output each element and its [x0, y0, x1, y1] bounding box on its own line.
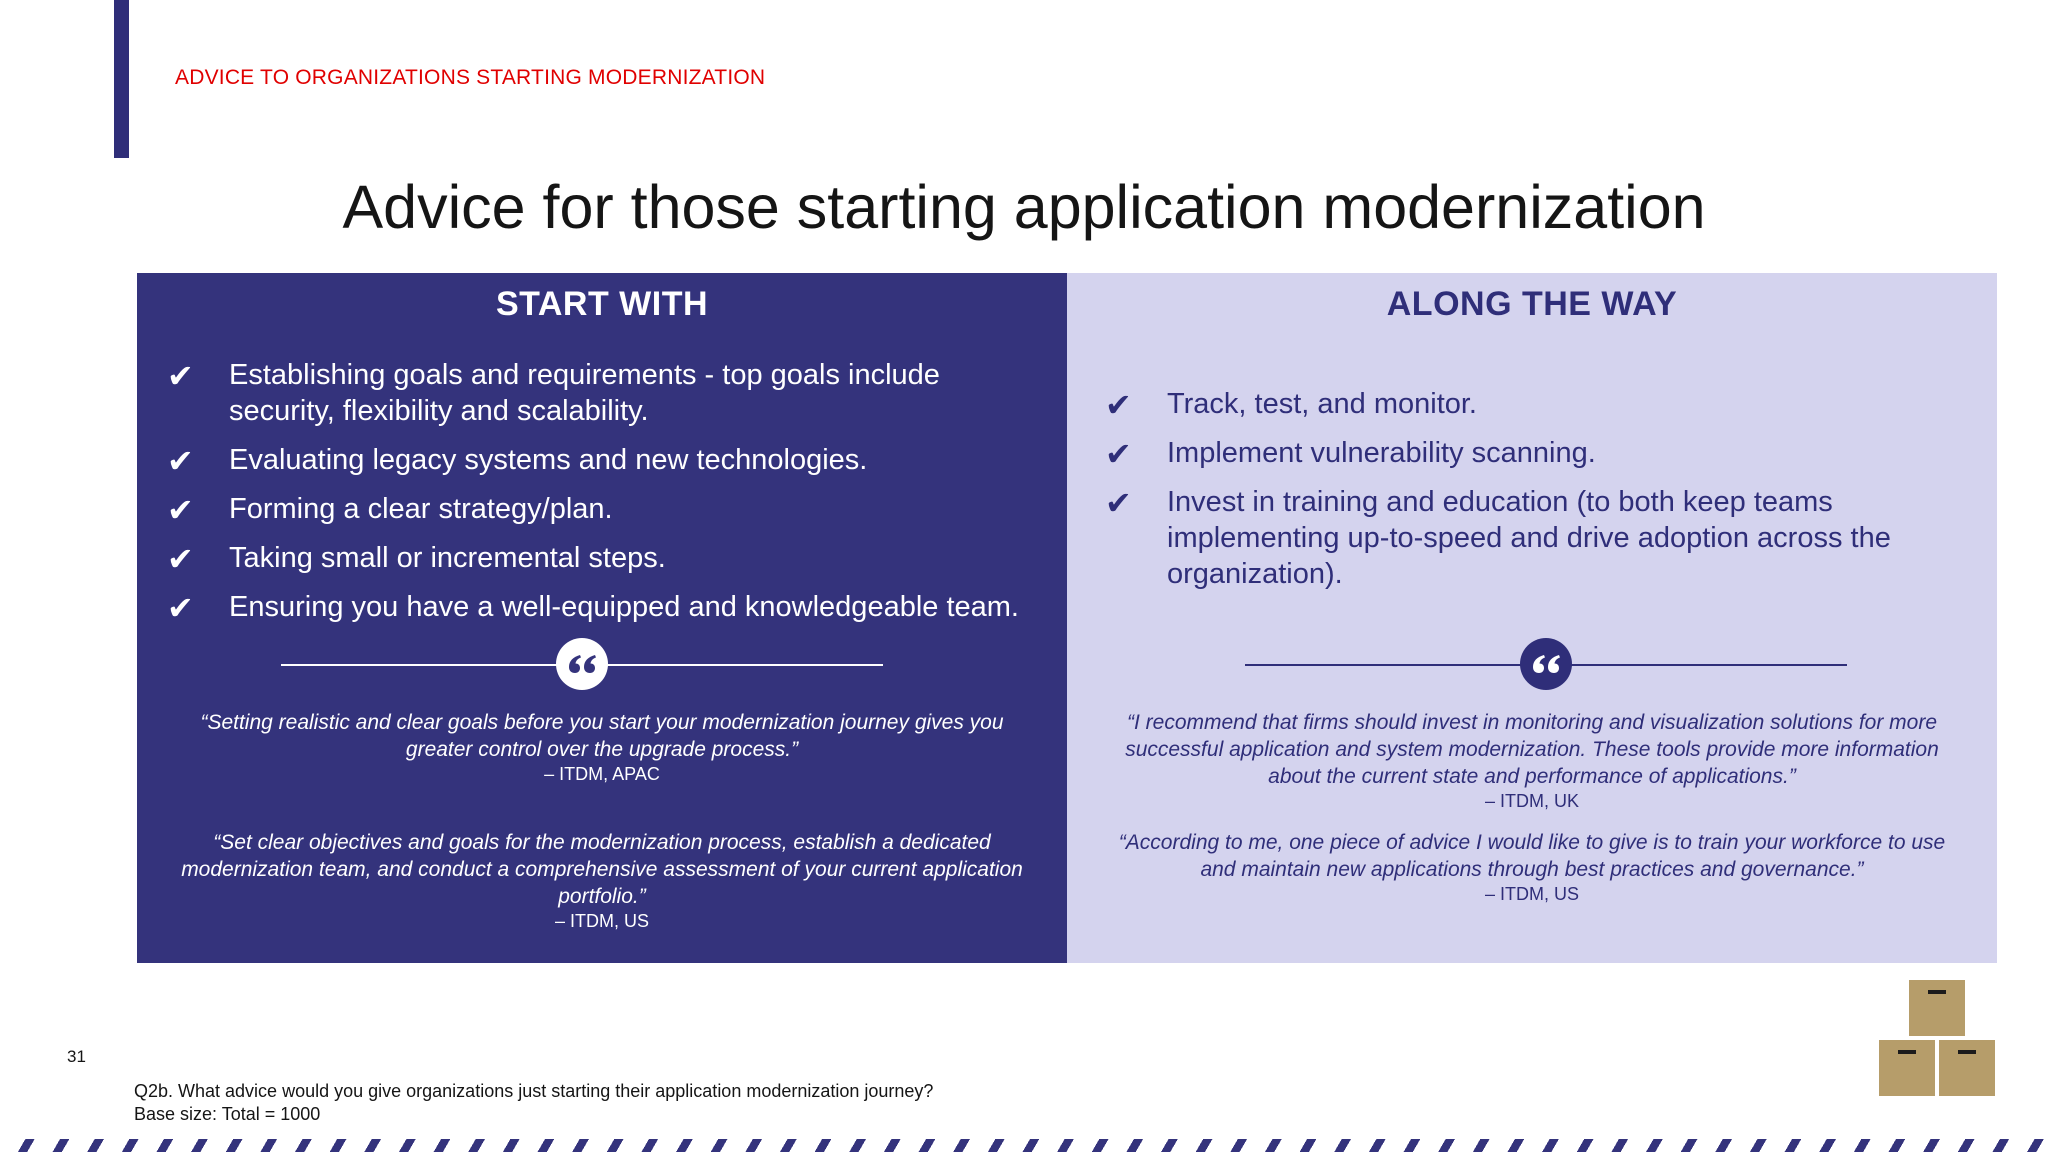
page-number: 31	[67, 1047, 86, 1066]
quote-text: “Setting realistic and clear goals before you start your modernization journey gives you greater control over the upgrade process.”	[200, 711, 1004, 761]
quote-attribution: – ITDM, US	[554, 911, 649, 931]
list-item	[167, 442, 1047, 478]
base-size: Base size: Total = 1000	[134, 1104, 321, 1124]
quotation-mark-icon	[1520, 638, 1572, 690]
check-mark-icon: ✔	[1105, 436, 1132, 472]
bullet-text: Evaluating legacy systems and new technologies.	[229, 444, 868, 476]
list-item	[167, 540, 1047, 576]
check-mark-icon: ✔	[167, 492, 194, 528]
quote-block	[1107, 709, 1957, 812]
footer-stripes	[0, 1139, 2048, 1152]
along-the-way-heading: ALONG THE WAY	[1386, 285, 1678, 323]
quote-block	[177, 709, 1027, 785]
quote-block	[177, 829, 1027, 932]
quote-text: “Set clear objectives and goals for the modernization process, establish a dedicated modernization team, and conduct a comprehensive assessment of your current application portfolio.”	[181, 831, 1023, 908]
list-item	[1105, 435, 1975, 471]
list-item	[1105, 484, 1975, 592]
check-mark-icon: ✔	[167, 443, 194, 479]
survey-question: Q2b. What advice would you give organizations just starting their application modernization journey?	[134, 1081, 934, 1101]
stacked-boxes-icon	[1877, 978, 2001, 1107]
quote-text: “According to me, one piece of advice I would like to give is to train your workforce to use and maintain new applications through best practices and governance.”	[1118, 831, 1946, 881]
list-item	[1105, 386, 1975, 422]
check-mark-icon: ✔	[167, 358, 194, 394]
bullet-text: Taking small or incremental steps.	[229, 542, 666, 574]
quote-text: “I recommend that firms should invest in monitoring and visualization solutions for more successful application and system modernization. These tools provide more information about the current state and performance of applications.”	[1125, 711, 1939, 788]
check-mark-icon: ✔	[167, 590, 194, 626]
slide-title: Advice for those starting application modernization	[342, 173, 1706, 241]
accent-bar	[114, 0, 129, 158]
start-with-list	[167, 357, 1047, 638]
quote-block	[1107, 829, 1957, 905]
quote-attribution: – ITDM, UK	[1484, 791, 1579, 811]
bullet-text: Implement vulnerability scanning.	[1167, 437, 1596, 469]
check-mark-icon: ✔	[1105, 485, 1132, 521]
along-the-way-list	[1105, 386, 1975, 605]
section-eyebrow: ADVICE TO ORGANIZATIONS STARTING MODERNIZATION	[175, 66, 766, 89]
along-the-way-panel	[1067, 273, 1997, 963]
bullet-text: Establishing goals and requirements - top goals include security, flexibility and scalability.	[229, 359, 940, 427]
bullet-text: Invest in training and education (to both keep teams implementing up-to-speed and drive adoption across the organization).	[1167, 486, 1891, 590]
quotation-mark-icon	[556, 638, 608, 690]
list-item	[167, 589, 1047, 625]
footnote	[134, 1080, 933, 1126]
list-item	[167, 357, 1047, 429]
check-mark-icon: ✔	[167, 541, 194, 577]
bullet-text: Track, test, and monitor.	[1167, 388, 1477, 420]
check-mark-icon: ✔	[1105, 387, 1132, 423]
bullet-text: Forming a clear strategy/plan.	[229, 493, 613, 525]
quote-attribution: – ITDM, US	[1484, 884, 1579, 904]
list-item	[167, 491, 1047, 527]
start-with-panel	[137, 273, 1067, 963]
start-with-heading: START WITH	[495, 285, 709, 323]
bullet-text: Ensuring you have a well-equipped and knowledgeable team.	[229, 591, 1019, 623]
quote-attribution: – ITDM, APAC	[544, 764, 660, 784]
